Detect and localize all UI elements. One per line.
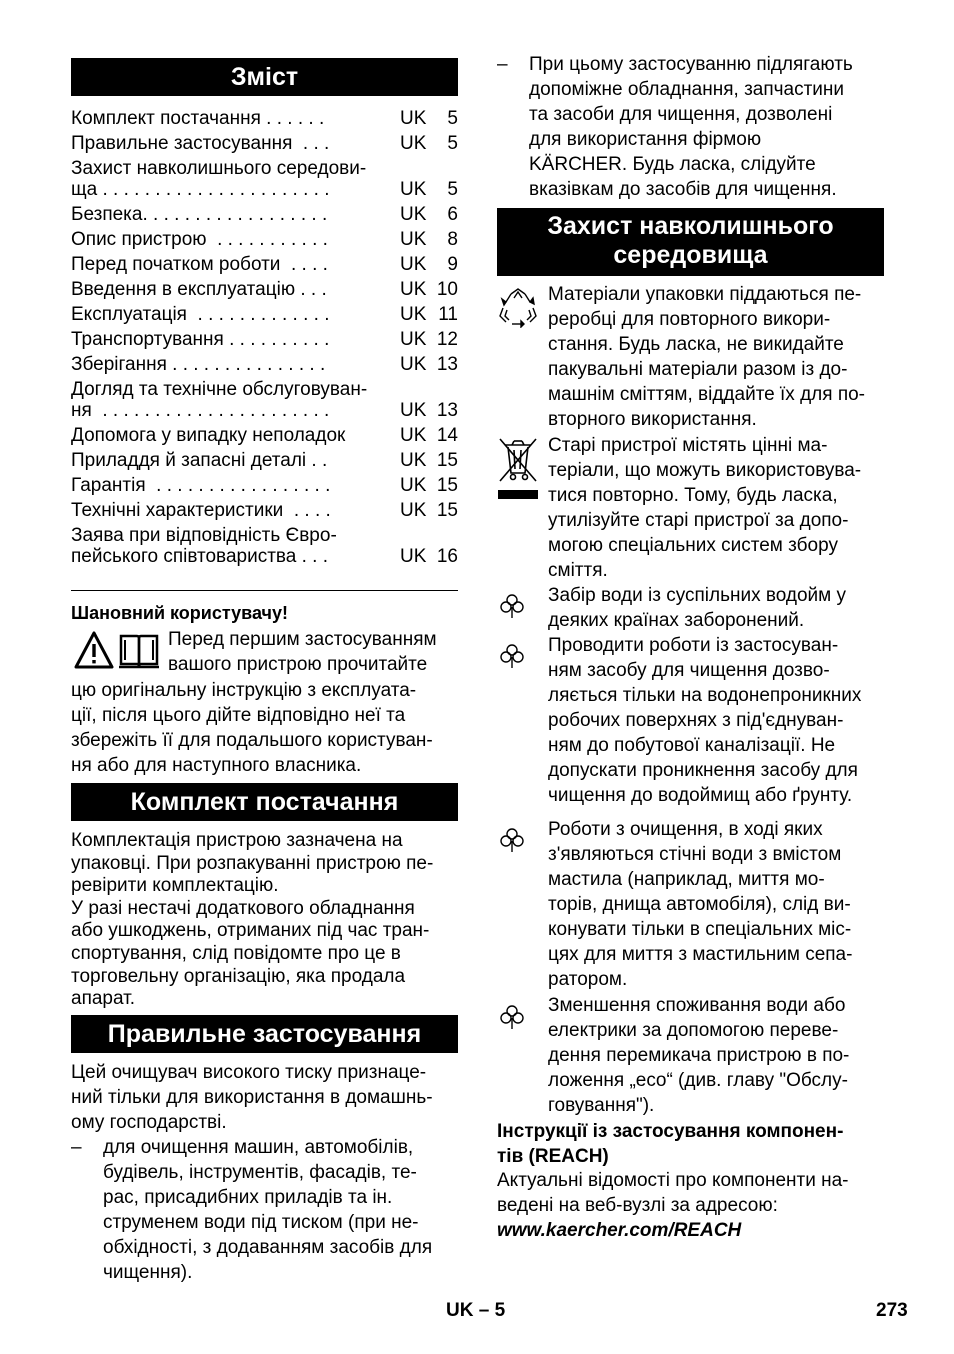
env-item2-line-4: робочих поверхнях з під'єднуван- <box>548 710 844 731</box>
toc-entry-page: 15 <box>436 475 458 496</box>
toc-entry-title: Правильне застосування . . . <box>71 133 330 154</box>
env-item4-line-4: ложення „eco“ (див. главу "Обслу- <box>548 1070 848 1091</box>
toc-entry-lang: UK <box>400 179 427 200</box>
reach-line-1: Актуальні відомості про компоненти на- <box>497 1170 849 1191</box>
delivery-line-1: Комплектація пристрою зазначена на <box>71 830 403 851</box>
usage-bullet2-dash: – <box>497 54 508 75</box>
toc-entry-title: Приладдя й запасні деталі . . <box>71 450 328 471</box>
weee-line-2: теріали, що можуть використовува- <box>548 460 862 481</box>
toc-entry-title: пейського співтовариства . . . <box>71 546 329 567</box>
reach-title-line-1: Інструкції із застосування компонен- <box>497 1121 844 1142</box>
toc-entry-lang: UK <box>400 108 427 129</box>
toc-entry-lang: UK <box>400 475 427 496</box>
toc-entry-title: Допомога у випадку неполадок <box>71 425 346 446</box>
greeting-first-line-1: Перед першим застосуванням <box>168 629 437 650</box>
recycle-line-2: реробці для повторного викори- <box>548 309 831 330</box>
environment-clover-icon-1 <box>499 593 525 624</box>
toc-entry[interactable] <box>71 498 458 523</box>
toc-entry-page: 14 <box>436 425 458 446</box>
delivery-line-6: спортування, слід повідомте про це в <box>71 943 401 964</box>
toc-entry-page: 15 <box>436 450 458 471</box>
toc-entry-lang: UK <box>400 500 427 521</box>
toc-entry[interactable] <box>71 227 458 252</box>
toc-entry-page: 13 <box>436 400 458 421</box>
env-item2-line-2: ням засобу для чищення дозво- <box>548 660 830 681</box>
env-item2-line-3: ляється тільки на водонепроникних <box>548 685 862 706</box>
greeting-line-4: ня або для наступного власника. <box>71 755 362 776</box>
recycle-line-4: пакувальні матеріали разом із до- <box>548 359 848 380</box>
usage-bullet2-line-2: допоміжне обладнання, запчастини <box>529 79 845 100</box>
usage-bullet-line-2: будівель, інструментів, фасадів, те- <box>103 1162 417 1183</box>
toc-entry-lang: UK <box>400 304 427 325</box>
usage-bullet-line-4: струменем води під тиском (при не- <box>103 1212 419 1233</box>
usage-bullet2-line-1: При цьому застосуванню підлягають <box>529 54 853 75</box>
toc-entry[interactable] <box>71 277 458 302</box>
toc-entry-title: Опис пристрою . . . . . . . . . . . <box>71 229 328 250</box>
recycle-line-1: Матеріали упаковки піддаються пе- <box>548 284 862 305</box>
greeting-line-1: цю оригінальну інструкцію з експлуата- <box>71 680 417 701</box>
toc-entry[interactable] <box>71 106 458 131</box>
toc-entry-page: 6 <box>447 204 458 225</box>
toc-entry[interactable] <box>71 131 458 156</box>
toc-entry-title: Гарантія . . . . . . . . . . . . . . . . . <box>71 475 331 496</box>
toc-entry-title: Зберігання . . . . . . . . . . . . . . . <box>71 354 326 375</box>
delivery-line-2: упаковці. При розпакуванні пристрою пе- <box>71 852 434 874</box>
toc-entry-page: 16 <box>436 546 458 567</box>
weee-line-1: Старі пристрої містять цінні ма- <box>548 435 828 456</box>
toc-entry-title: Комплект постачання . . . . . . <box>71 108 325 129</box>
environment-heading-line-1: Захист навколишнього <box>547 212 834 240</box>
env-item4-line-3: дення перемикача пристрою в по- <box>548 1045 850 1066</box>
toc-entry-lang: UK <box>400 204 427 225</box>
env-item2-line-1: Проводити роботи із застосуван- <box>548 635 839 656</box>
toc-heading: Зміст <box>71 58 458 96</box>
toc-entry-title: Транспортування . . . . . . . . . . <box>71 329 330 350</box>
env-item4-line-5: говування"). <box>548 1095 655 1116</box>
delivery-line-4: У разі нестачі додаткового обладнання <box>71 897 415 919</box>
env-item1-line-1: Забір води із суспільних водойм у <box>548 585 847 606</box>
usage-bullet2-line-3: та засоби для чищення, дозволені <box>529 104 833 125</box>
usage-bullet-line-3: рас, присадибних приладів та ін. <box>103 1187 393 1208</box>
reach-line-2: ведені на веб-вузлі за адресою: <box>497 1195 778 1216</box>
environment-clover-icon-4 <box>499 1004 525 1035</box>
toc-entry-title: Безпека. . . . . . . . . . . . . . . . . . <box>71 204 328 225</box>
toc-entry-title: Догляд та технічне обслуговуван- <box>71 379 368 400</box>
env-item3-line-3: мастила (наприклад, миття мо- <box>548 869 825 890</box>
toc-entry-title: Заява при відповідність Євро- <box>71 525 337 546</box>
toc-entry-lang: UK <box>400 229 427 250</box>
toc-entry-title: Технічні характеристики . . . . <box>71 500 331 521</box>
toc-entry-page: 10 <box>436 279 458 300</box>
toc-entry-lang: UK <box>400 400 427 421</box>
toc-entry-lang: UK <box>400 279 427 300</box>
toc-entry-title: Експлуатація . . . . . . . . . . . . . <box>71 304 330 325</box>
toc-entry-lang: UK <box>400 425 427 446</box>
usage-bullet-line-5: обхідності, з додаванням засобів для <box>103 1237 433 1258</box>
recycle-line-6: вторного використання. <box>548 409 757 430</box>
env-item4-line-2: електрики за допомогою переве- <box>548 1020 839 1041</box>
toc-entry[interactable] <box>71 252 458 277</box>
toc-entry[interactable] <box>71 302 458 327</box>
toc-entry-title: ща . . . . . . . . . . . . . . . . . . . . . . <box>71 179 330 200</box>
environment-heading <box>497 208 884 276</box>
footer-section-label: UK – 5 <box>446 1300 506 1321</box>
usage-bullet-line-1: для очищення машин, автомобілів, <box>103 1137 414 1158</box>
usage-line-2: ний тільки для використання в домашнь- <box>71 1087 433 1108</box>
recycle-line-3: стання. Будь ласка, не викидайте <box>548 334 844 355</box>
footer-page-number: 273 <box>876 1300 908 1321</box>
environment-heading-line-2: середовища <box>613 241 768 269</box>
greeting-line-2: ції, після цього дійте відповідно неї та <box>71 705 406 726</box>
delivery-line-7: торговельну організацію, яка продала <box>71 965 406 987</box>
env-item1-line-2: деяких країнах заборонений. <box>548 610 805 631</box>
toc-entry-page: 5 <box>447 179 458 200</box>
delivery-heading: Комплект постачання <box>71 783 458 821</box>
usage-bullet-dash: – <box>71 1137 82 1158</box>
reach-url[interactable]: www.kaercher.com/REACH <box>497 1220 742 1241</box>
usage-line-3: ому господарстві. <box>71 1112 227 1133</box>
toc-entry-page: 5 <box>447 133 458 154</box>
toc-entry-lang: UK <box>400 354 427 375</box>
weee-line-3: тися повторно. Тому, будь ласка, <box>548 485 838 506</box>
delivery-line-5: або ушкоджень, отриманих під час тран- <box>71 920 430 942</box>
usage-heading: Правильне застосування <box>71 1015 458 1053</box>
delivery-line-3: ревірити комплектацію. <box>71 875 279 897</box>
env-item4-line-1: Зменшення споживання води або <box>548 995 846 1016</box>
reach-title-line-2: тів (REACH) <box>497 1146 609 1167</box>
env-item3-line-4: торів, днища автомобіля), слід ви- <box>548 894 851 915</box>
toc-divider <box>71 590 458 591</box>
delivery-line-8: апарат. <box>71 988 136 1010</box>
env-item2-line-5: ням до побутової каналізації. Не <box>548 735 836 756</box>
usage-bullet2-line-4: для використання фірмою <box>529 129 762 150</box>
manual-book-icon <box>117 630 161 675</box>
toc-entry[interactable] <box>71 327 458 352</box>
toc-entry[interactable] <box>71 202 458 227</box>
env-item3-line-6: цях для миття з мастильним сепа- <box>548 944 853 965</box>
usage-bullet2-line-5: KÄRCHER. Будь ласка, слідуйте <box>529 154 816 175</box>
toc-entry[interactable] <box>71 473 458 498</box>
recycle-line-5: машнім сміттям, віддайте їх для по- <box>548 384 866 405</box>
weee-line-6: сміття. <box>548 560 608 581</box>
weee-line-5: могою спеціальних систем збору <box>548 535 838 556</box>
toc-entry-title: Перед початком роботи . . . . <box>71 254 328 275</box>
warning-icon <box>74 630 114 675</box>
toc-entry-lang: UK <box>400 329 427 350</box>
toc-entry[interactable] <box>71 423 458 448</box>
toc-entry-page: 8 <box>447 229 458 250</box>
toc-entry-page: 13 <box>436 354 458 375</box>
env-item2-line-7: чищення до водоймищ або ґрунту. <box>548 785 853 806</box>
toc-entry-lang: UK <box>400 133 427 154</box>
environment-clover-icon-3 <box>499 827 525 858</box>
toc-entry-page: 11 <box>438 304 458 325</box>
toc-entry-page: 12 <box>436 329 458 350</box>
toc-entry-page: 5 <box>447 108 458 129</box>
env-item3-line-7: ратором. <box>548 969 628 990</box>
recycle-icon <box>497 286 539 333</box>
toc-entry-lang: UK <box>400 546 427 567</box>
env-item3-line-1: Роботи з очищення, в ході яких <box>548 819 823 840</box>
toc-entry[interactable] <box>71 177 458 202</box>
usage-line-1: Цей очищувач високого тиску признаце- <box>71 1062 427 1083</box>
toc-entry-page: 15 <box>436 500 458 521</box>
toc-entry-title: Введення в експлуатацію . . . <box>71 279 327 300</box>
toc-entry[interactable] <box>71 352 458 377</box>
toc-entry[interactable] <box>71 398 458 423</box>
toc-entry-lang: UK <box>400 450 427 471</box>
toc-entry-title: Захист навколишнього середови- <box>71 158 367 179</box>
usage-bullet-line-6: чищення). <box>103 1262 193 1283</box>
toc-entry-title: ня . . . . . . . . . . . . . . . . . . . . . . <box>71 400 330 421</box>
usage-bullet2-line-6: вказівкам до засобів для чищення. <box>529 179 837 200</box>
greeting-title: Шановний користувачу! <box>71 603 288 623</box>
env-item3-line-5: конувати тільки в спеціальних міс- <box>548 919 852 940</box>
env-item3-line-2: з'являються стічні води з вмістом <box>548 844 842 865</box>
waste-bin-crossed-icon <box>497 435 539 508</box>
environment-clover-icon-2 <box>499 643 525 674</box>
toc-entry[interactable] <box>71 544 458 569</box>
toc-entry-page: 9 <box>447 254 458 275</box>
greeting-line-3: збережіть її для подальшого користуван- <box>71 730 433 751</box>
toc-entry-lang: UK <box>400 254 427 275</box>
weee-line-4: утилізуйте старі пристрої за допо- <box>548 510 849 531</box>
env-item2-line-6: допускати проникнення засобу для <box>548 760 858 781</box>
greeting-first-line-2: вашого пристрою прочитайте <box>168 654 428 675</box>
toc-entry[interactable] <box>71 448 458 473</box>
